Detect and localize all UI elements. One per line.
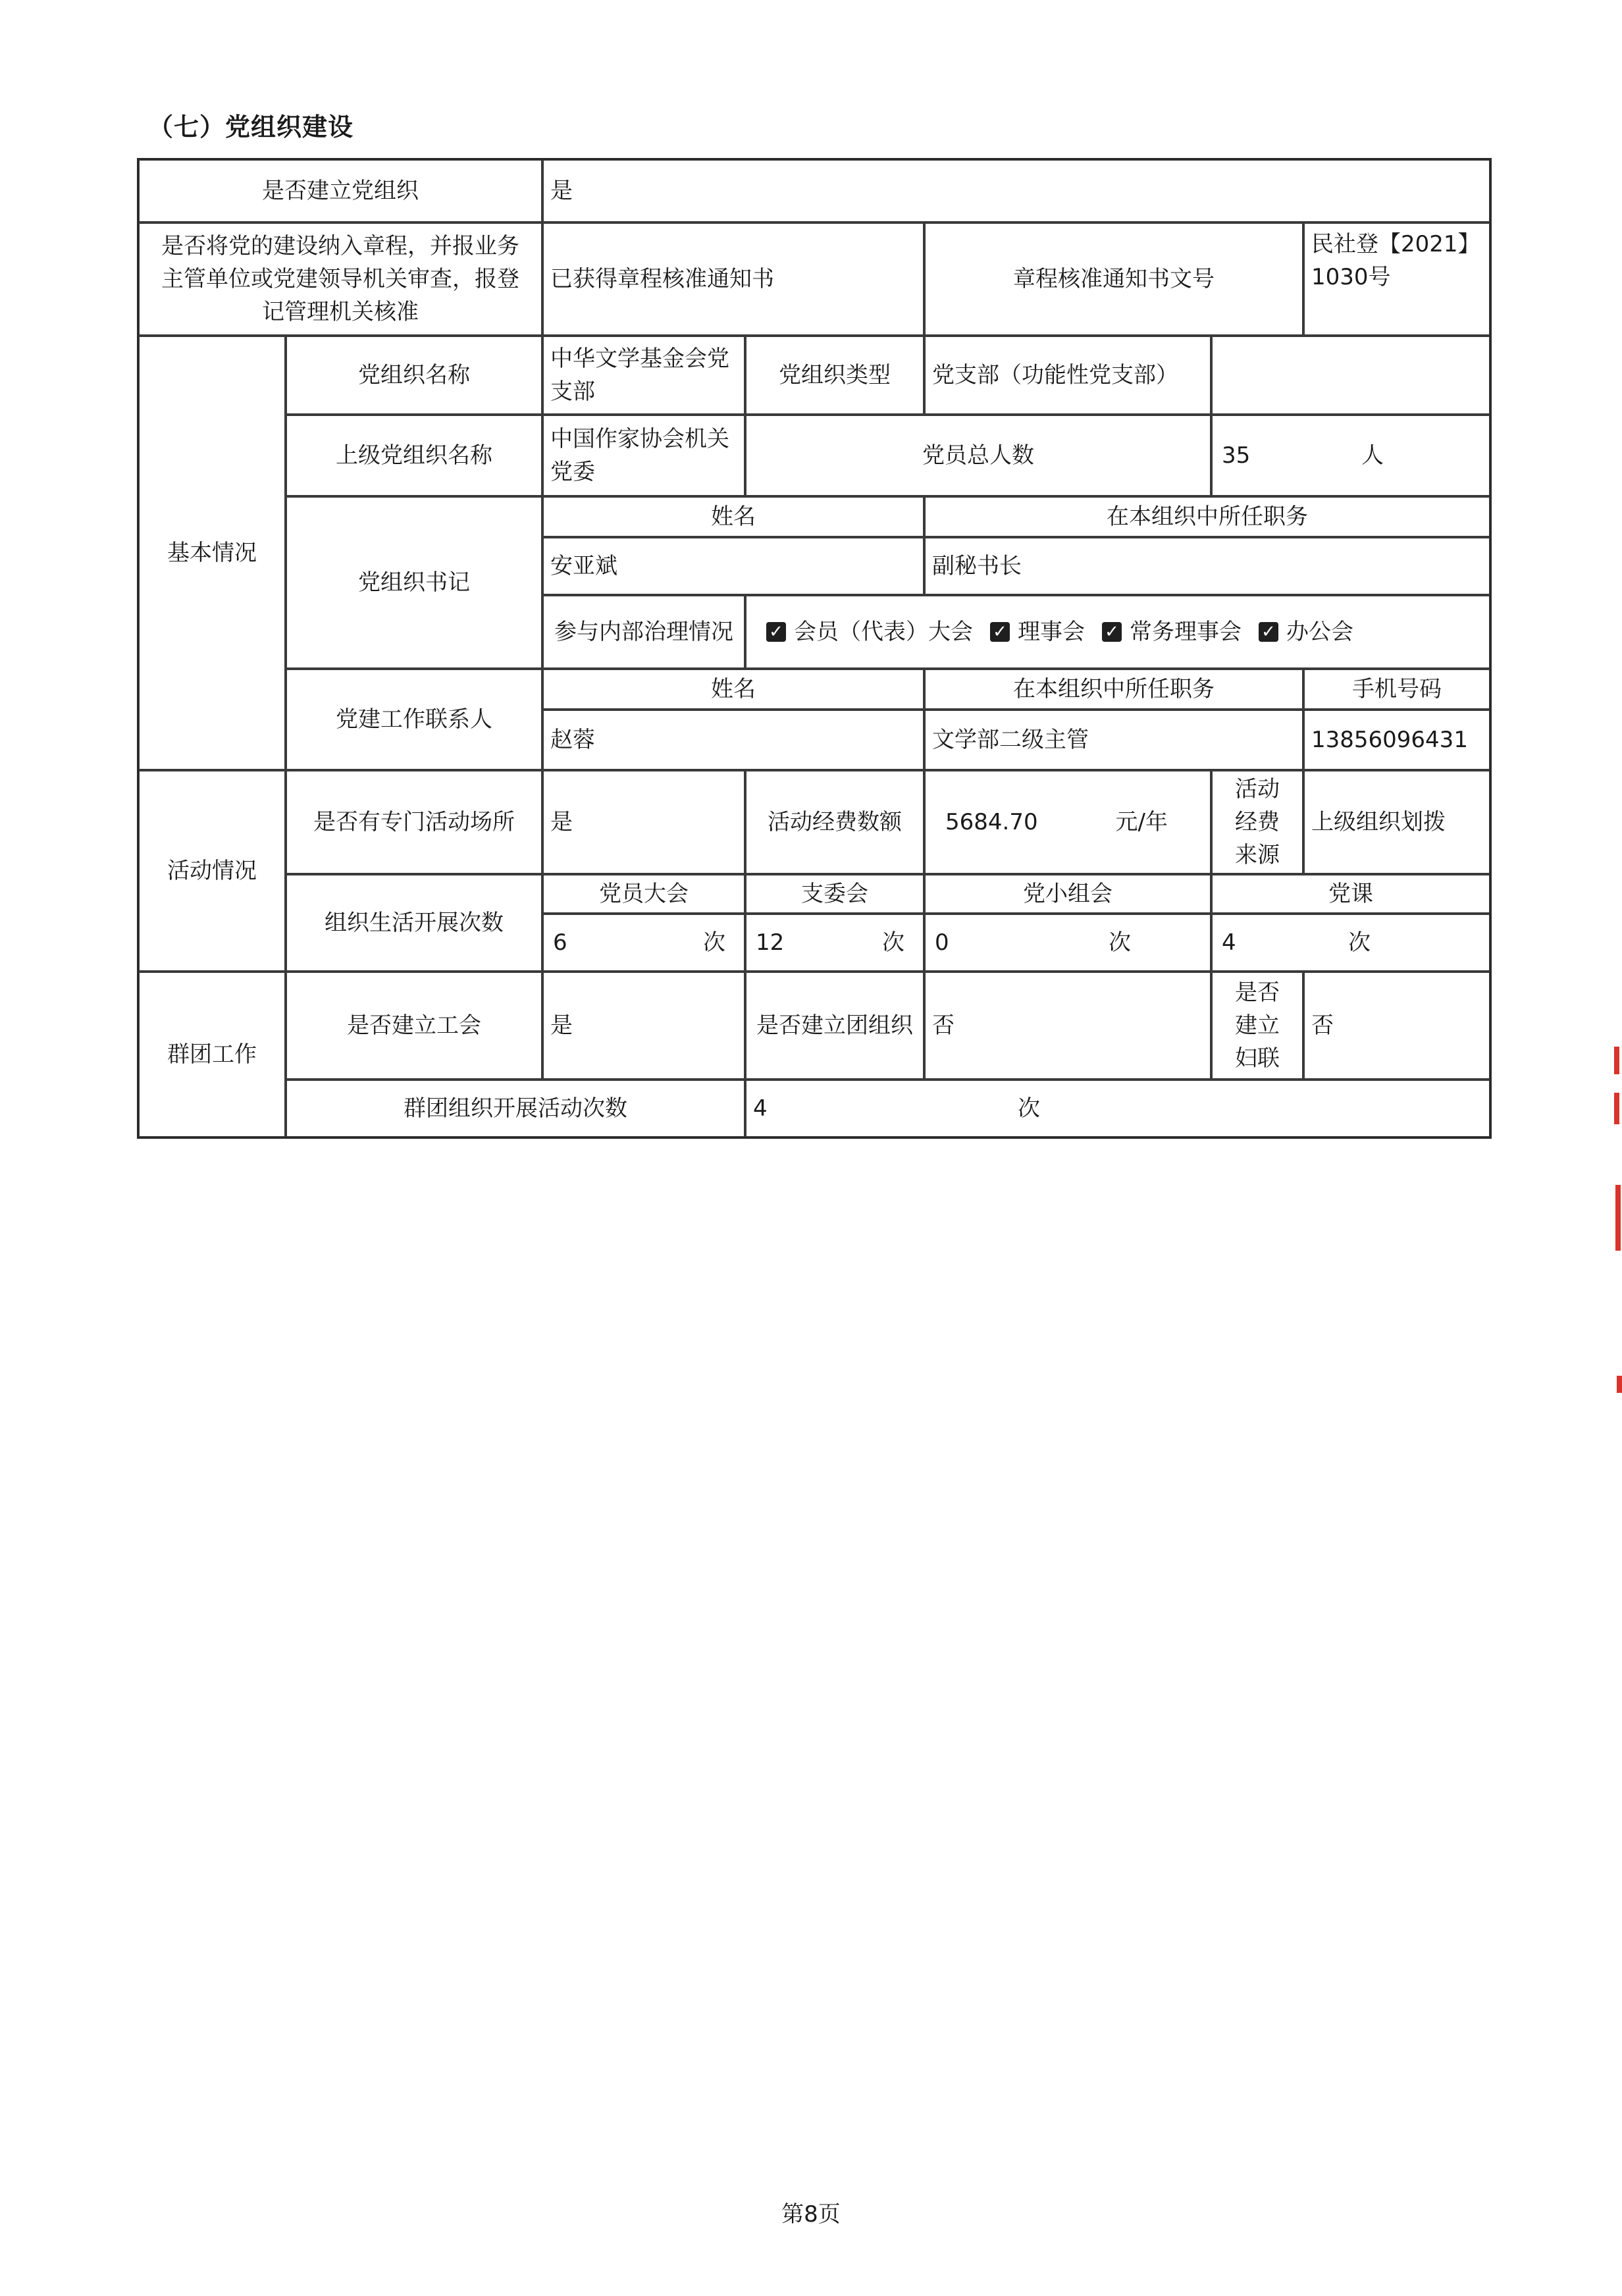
- parent-org-label: 上级党组织名称: [286, 415, 542, 496]
- checkbox-checked-icon[interactable]: ✓: [990, 622, 1010, 642]
- meeting-count: 6 次: [542, 914, 745, 972]
- basic-group-label: 基本情况: [138, 336, 286, 770]
- contact-name: 赵蓉: [542, 710, 924, 770]
- venue-value: 是: [542, 770, 745, 874]
- contact-name-header: 姓名: [542, 669, 924, 710]
- members-unit: 人: [1361, 442, 1384, 469]
- org-life-label: 组织生活开展次数: [286, 874, 542, 972]
- org-type-value: 党支部（功能性党支部）: [924, 336, 1211, 415]
- meeting-header: 党小组会: [924, 874, 1211, 914]
- checkbox-checked-icon[interactable]: ✓: [766, 622, 786, 642]
- contact-position-header: 在本组织中所任职务: [924, 669, 1303, 710]
- mass-activities-label: 群团组织开展活动次数: [286, 1080, 745, 1137]
- charter-doc-label: 章程核准通知书文号: [924, 222, 1303, 336]
- funds-amount: 5684.70: [945, 809, 1038, 835]
- activity-group-label: 活动情况: [138, 770, 286, 972]
- funds-value: [924, 770, 1211, 874]
- funds-source-label: 活动经费来源: [1211, 770, 1303, 874]
- org-type-label: 党组织类型: [745, 336, 924, 415]
- org-name-value: 中华文学基金会党支部: [542, 336, 745, 415]
- contact-phone-header: 手机号码: [1303, 669, 1490, 710]
- mass-activities-value: [745, 1080, 1490, 1137]
- checkbox-checked-icon[interactable]: ✓: [1102, 622, 1122, 642]
- governance-item[interactable]: ✓ 办公会: [1259, 615, 1353, 648]
- secretary-name: 安亚斌: [542, 537, 924, 595]
- youth-label: 是否建立团组织: [745, 972, 924, 1080]
- secretary-label: 党组织书记: [286, 496, 542, 669]
- red-seal-edge: [1615, 1185, 1621, 1251]
- union-label: 是否建立工会: [286, 972, 542, 1080]
- secretary-position-header: 在本组织中所任职务: [924, 496, 1490, 537]
- established-label: 是否建立党组织: [138, 159, 542, 222]
- section-title: （七）党组织建设: [148, 113, 354, 142]
- meeting-count: 0 次: [924, 914, 1211, 972]
- funds-source-value: 上级组织划拨: [1303, 770, 1490, 874]
- page-number: 第8页: [781, 2201, 841, 2228]
- members-label: 党员总人数: [745, 415, 1211, 496]
- red-seal-edge: [1614, 1047, 1619, 1074]
- org-name-label: 党组织名称: [286, 336, 542, 415]
- secretary-name-header: 姓名: [542, 496, 924, 537]
- governance-item[interactable]: ✓ 会员（代表）大会: [766, 615, 973, 648]
- secretary-position: 副秘书长: [924, 537, 1490, 595]
- members-count: 35: [1222, 442, 1251, 469]
- meeting-count: 12 次: [745, 914, 924, 972]
- youth-value: 否: [924, 972, 1211, 1080]
- contact-phone: 13856096431: [1303, 710, 1490, 770]
- established-value: 是: [542, 159, 1490, 222]
- members-value: [1211, 415, 1490, 496]
- meeting-header: 支委会: [745, 874, 924, 914]
- charter-value: 已获得章程核准通知书: [542, 222, 924, 336]
- contact-label: 党建工作联系人: [286, 669, 542, 770]
- checkbox-checked-icon[interactable]: ✓: [1259, 622, 1278, 642]
- governance-label: 参与内部治理情况: [542, 595, 745, 669]
- funds-label: 活动经费数额: [745, 770, 924, 874]
- meeting-header: 党课: [1211, 874, 1490, 914]
- parent-org-value: 中国作家协会机关党委: [542, 415, 745, 496]
- meeting-count: 4 次: [1211, 914, 1490, 972]
- venue-label: 是否有专门活动场所: [286, 770, 542, 874]
- union-value: 是: [542, 972, 745, 1080]
- women-label: 是否建立妇联: [1211, 972, 1303, 1080]
- red-seal-edge: [1617, 1376, 1622, 1393]
- org-type-empty: [1211, 336, 1490, 415]
- charter-label: 是否将党的建设纳入章程，并报业务主管单位或党建领导机关审查，报登记管理机关核准: [138, 222, 542, 336]
- meeting-header: 党员大会: [542, 874, 745, 914]
- funds-unit: 元/年: [1115, 809, 1168, 835]
- mass-activities-unit: 次: [1018, 1095, 1040, 1122]
- women-value: 否: [1303, 972, 1490, 1080]
- mass-activities-count: 4: [753, 1095, 768, 1122]
- contact-position: 文学部二级主管: [924, 710, 1303, 770]
- mass-group-label: 群团工作: [138, 972, 286, 1137]
- red-seal-edge: [1614, 1093, 1619, 1124]
- governance-checkboxes: [745, 595, 1490, 669]
- charter-doc-value: 民社登【2021】1030号: [1303, 222, 1490, 336]
- governance-item[interactable]: ✓ 理事会: [990, 615, 1085, 648]
- governance-item[interactable]: ✓ 常务理事会: [1102, 615, 1242, 648]
